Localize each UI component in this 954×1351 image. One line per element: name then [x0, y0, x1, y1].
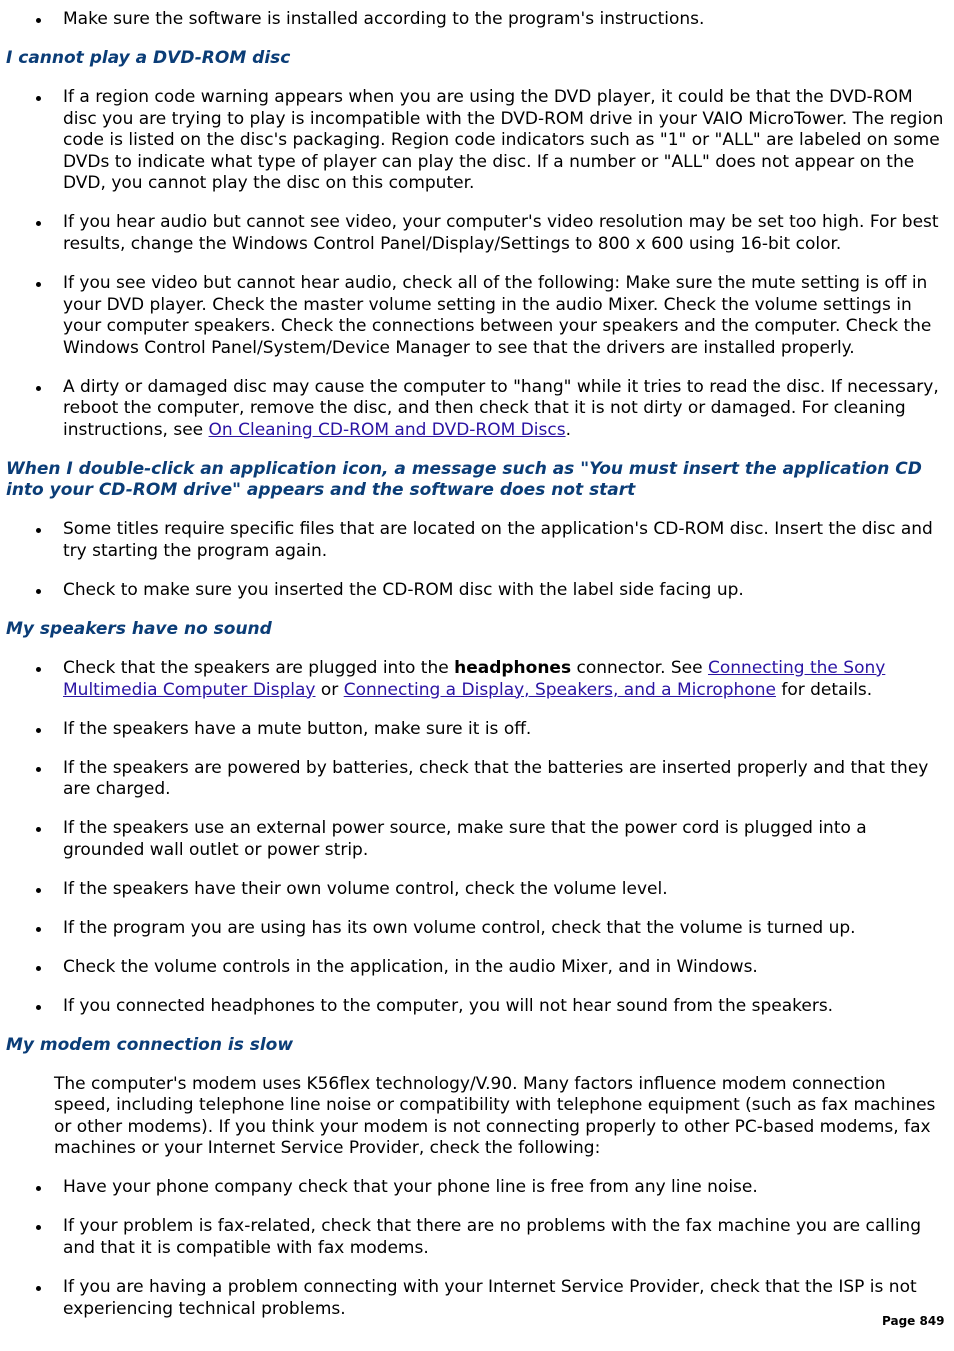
speakers-bullet-2: If the speakers have a mute button, make sure it is off.	[63, 718, 532, 739]
bullet-dot	[36, 888, 41, 893]
link-connecting-display-speakers-mic[interactable]: Connecting a Display, Speakers, and a Microphone	[343, 679, 776, 700]
dvd-bullet-2: If you hear audio but cannot see video, your computer's video resolution may be set too high. For best results, change the Windows Control Panel/Display/Settings to 800 x 600 using 16-bit color.	[63, 212, 939, 254]
page-number: Page 849	[882, 1314, 945, 1328]
list-item	[0, 879, 954, 901]
list-item	[0, 87, 954, 195]
speakers-bullet-1-see: connector. See	[571, 657, 708, 678]
speakers-bullet-7: Check the volume controls in the application, in the audio Mixer, and in Windows.	[63, 956, 758, 977]
heading-speakers: My speakers have no sound	[6, 618, 272, 639]
list-item	[0, 1277, 954, 1320]
list-item	[0, 9, 954, 31]
list-item	[0, 758, 954, 801]
speakers-bullet-1-text: Check that the speakers are plugged into the	[63, 657, 455, 678]
list-item	[0, 818, 954, 861]
list-item	[0, 580, 954, 602]
speakers-bullet-1-end: for details.	[775, 679, 873, 700]
dvd-bullet-1: If a region code warning appears when you are using the DVD player, it could be that the DVD-ROM disc you are trying to play is incompatible with the DVD-ROM drive in your VAIO MicroTower. The region code is listed on the disc's packaging. Region code indicators such as "1" or "ALL" are labeled on some DVDs to indicate what type of player can play the disc. If a number or "ALL" does not appear on the DVD, you cannot play the disc on this computer.	[63, 86, 944, 194]
bullet-dot	[36, 221, 41, 226]
heading-dvd: I cannot play a DVD-ROM disc	[6, 47, 291, 68]
bullet-dot	[36, 966, 41, 971]
bullet-dot	[36, 728, 41, 733]
bullet-dot	[36, 282, 41, 287]
list-item	[0, 273, 954, 359]
list-item	[0, 719, 954, 741]
headphones-term: headphones	[454, 657, 572, 678]
speakers-bullet-1-or: or	[315, 679, 344, 700]
list-item	[0, 658, 954, 701]
list-item	[0, 519, 954, 562]
intro-bullet-1: Make sure the software is installed according to the program's instructions.	[63, 9, 705, 29]
speakers-bullet-5: If the speakers have their own volume control, check the volume level.	[63, 878, 668, 899]
list-item	[0, 1177, 954, 1199]
dvd-bullet-4-end: .	[565, 419, 571, 440]
list-item	[0, 996, 954, 1018]
link-connecting-sony-display[interactable]: Connecting the Sony Multimedia Computer Display	[63, 657, 886, 700]
link-cleaning-discs[interactable]: On Cleaning CD-ROM and DVD-ROM Discs	[208, 419, 566, 440]
modem-bullet-2: If your problem is fax-related, check that there are no problems with the fax machine you are calling and that it is compatible with fax modems.	[63, 1216, 921, 1258]
bullet-dot	[36, 528, 41, 533]
app-bullet-1: Some titles require specific files that are located on the application's CD-ROM disc. Insert the disc and try starting the program again.	[63, 519, 933, 562]
bullet-dot	[36, 667, 41, 672]
dvd-bullet-4-text: A dirty or damaged disc may cause the computer to "hang" while it tries to read the disc. If necessary, reboot the computer, remove the disc, and then check that it is not dirty or damaged. For cleaning instructions, see	[63, 376, 939, 440]
modem-paragraph: The computer's modem uses K56flex technology/V.90. Many factors influence modem connection speed, including telephone line noise or compatibility with telephone equipment (such as fax machines or other modems). If you think your modem is not connecting properly to other PC-based modems, fax machines or your Internet Service Provider, check the following:	[54, 1073, 936, 1159]
bullet-dot	[36, 767, 41, 772]
list-item	[0, 918, 954, 940]
bullet-dot	[36, 1225, 41, 1230]
list-item	[0, 212, 954, 255]
bullet-dot	[36, 1005, 41, 1010]
bullet-dot	[36, 386, 41, 391]
heading-application: When I double-click an application icon, a message such as "You must insert the application CD into your CD-ROM drive" appears and the software does not start	[6, 458, 922, 501]
speakers-bullet-4: If the speakers use an external power source, make sure that the power cord is plugged into a grounded wall outlet or power strip.	[63, 818, 867, 860]
speakers-bullet-3: If the speakers are powered by batteries, check that the batteries are inserted properly and that they are charged.	[63, 757, 929, 800]
list-item	[0, 377, 954, 442]
modem-bullet-1: Have your phone company check that your phone line is free from any line noise.	[63, 1177, 758, 1198]
bullet-dot	[36, 1186, 41, 1191]
list-item	[0, 957, 954, 979]
heading-modem: My modem connection is slow	[6, 1034, 294, 1055]
speakers-bullet-8: If you connected headphones to the computer, you will not hear sound from the speakers.	[63, 995, 834, 1016]
bullet-dot	[36, 96, 41, 101]
speakers-bullet-6: If the program you are using has its own volume control, check that the volume is turned up.	[63, 917, 856, 938]
bullet-dot	[36, 589, 41, 594]
bullet-dot	[36, 827, 41, 832]
dvd-bullet-3: If you see video but cannot hear audio, check all of the following: Make sure the mute setting is off in your DVD player. Check the master volume setting in the audio Mixer. Check the volume settings in your computer speakers. Check the connections between your speakers and the computer. Check the Windows Control Panel/System/Device Manager to see that the drivers are installed properly.	[63, 272, 932, 358]
list-item	[0, 1216, 954, 1259]
bullet-dot	[36, 1286, 41, 1291]
app-bullet-2: Check to make sure you inserted the CD-ROM disc with the label side facing up.	[63, 580, 744, 600]
modem-bullet-3: If you are having a problem connecting with your Internet Service Provider, check that the ISP is not experiencing technical problems.	[63, 1276, 917, 1319]
bullet-dot	[36, 18, 41, 23]
bullet-dot	[36, 927, 41, 932]
